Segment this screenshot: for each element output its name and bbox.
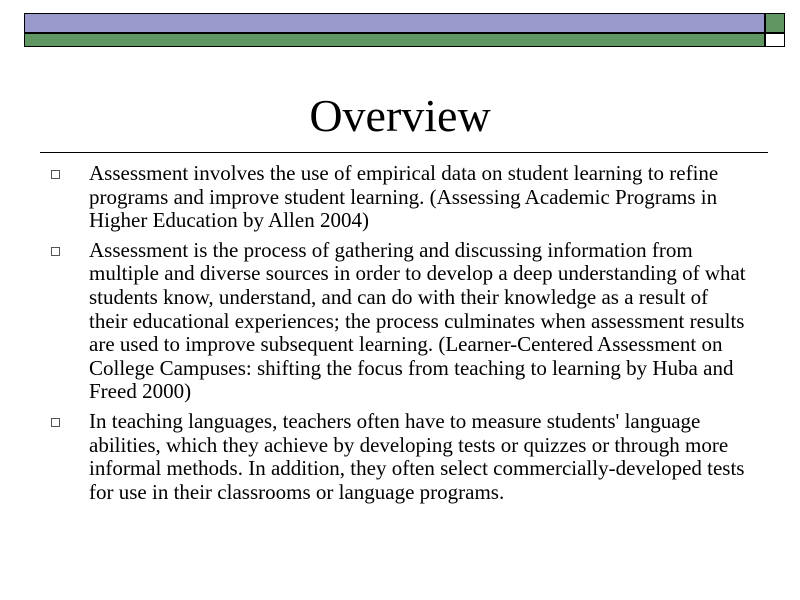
header-square-white: [765, 33, 785, 47]
header-square-green: [765, 13, 785, 33]
bullet-text: Assessment is the process of gathering and discussing information from multiple and diverse sources in order to develop a deep understanding of what students know, understand, and can do with their knowledge as a result of their educational experiences; the process culminates when assessment results are used to improve subsequent learning. (Learner-Centered Assessment on College Campuses: shifting the focus from teaching to learning by Huba and Freed 2000): [89, 237, 746, 404]
hollow-square-icon: [51, 247, 60, 256]
header-bar-purple: [24, 13, 765, 33]
hollow-square-icon: [51, 418, 60, 427]
bullet-text: Assessment involves the use of empirical data on student learning to refine programs and improve student learning. (Assessing Academic Programs in Higher Education by Allen 2004): [89, 161, 719, 233]
hollow-square-icon: [51, 170, 60, 179]
bullet-item: [0, 162, 800, 233]
bullet-list: [0, 162, 800, 510]
bullet-item: [0, 239, 800, 404]
bullet-item: [0, 410, 800, 504]
header-bar-green: [24, 33, 765, 47]
bullet-text: In teaching languages, teachers often have to measure students' language abilities, which they achieve by developing tests or quizzes or through more informal methods. In addition, they often select commercially-developed tests for use in their classrooms or language programs.: [89, 408, 745, 504]
slide-title: Overview: [309, 90, 491, 141]
title-divider: [40, 152, 768, 153]
